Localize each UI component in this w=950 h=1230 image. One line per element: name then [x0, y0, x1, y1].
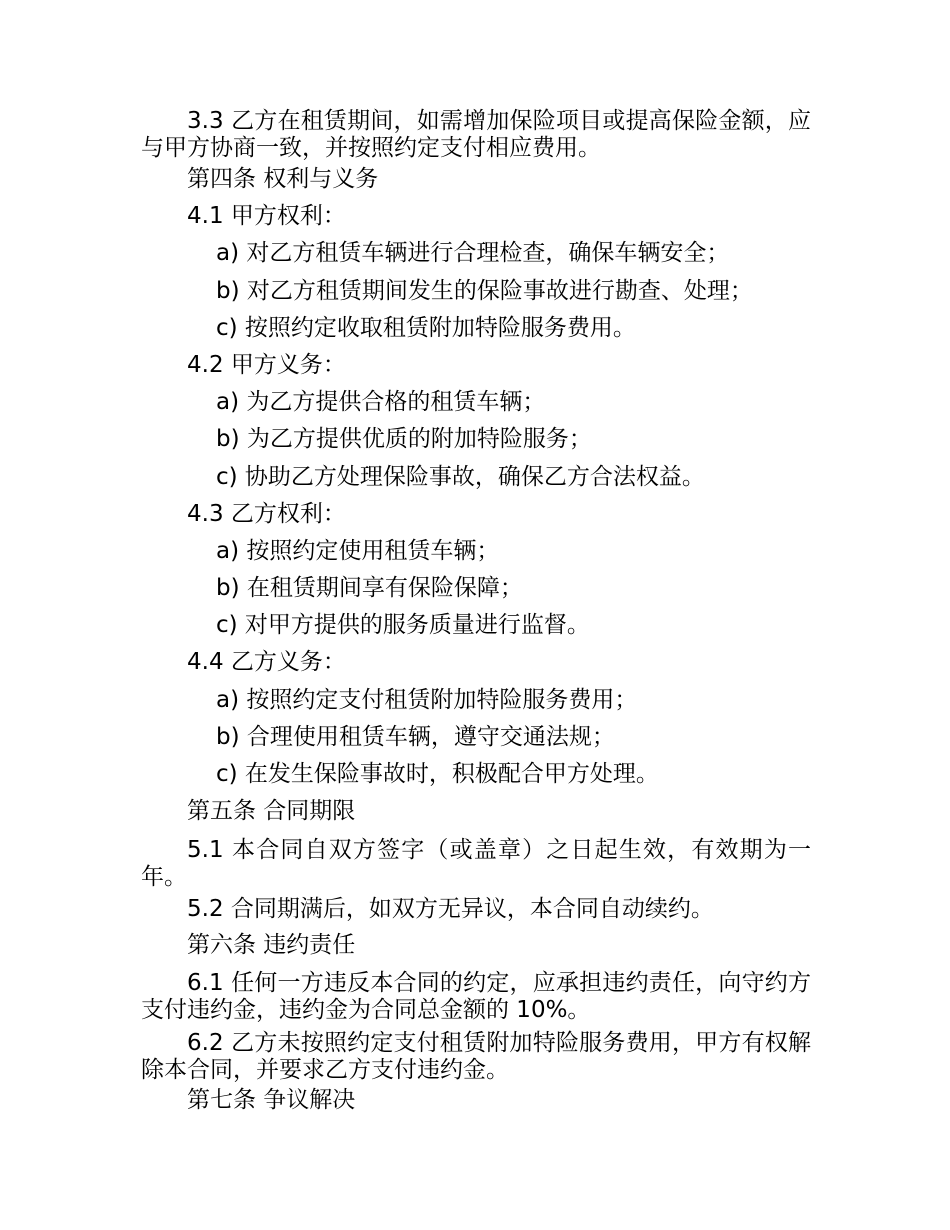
clause-4-1-heading: 4.1 甲方权利：: [187, 203, 346, 229]
list-item: b) 在租赁期间享有保险保障；: [216, 575, 523, 601]
list-item: b) 合理使用租赁车辆，遵守交通法规；: [216, 724, 615, 750]
list-item: c) 在发生保险事故时，积极配合甲方处理。: [216, 761, 659, 787]
clause-4-4-heading: 4.4 乙方义务：: [187, 649, 346, 675]
article-4-heading: 第四条 权利与义务: [187, 166, 379, 192]
paragraph-3-3: 3.3 乙方在租赁期间，如需增加保险项目或提高保险金额，应与甲方协商一致，并按照约定支付相应费用。: [141, 108, 811, 161]
article-5-heading: 第五条 合同期限: [187, 798, 356, 824]
list-item: a) 按照约定支付租赁附加特险服务费用；: [216, 687, 638, 713]
paragraph-6-2: 6.2 乙方未按照约定支付租赁附加特险服务费用，甲方有权解除本合同，并要求乙方支付违约金。: [141, 1030, 811, 1083]
paragraph-5-2: 5.2 合同期满后，如双方无异议，本合同自动续约。: [187, 896, 714, 922]
clause-4-3-heading: 4.3 乙方权利：: [187, 501, 346, 527]
list-item: a) 为乙方提供合格的租赁车辆；: [216, 389, 546, 415]
list-item: c) 对甲方提供的服务质量进行监督。: [216, 612, 590, 638]
paragraph-6-1: 6.1 任何一方违反本合同的约定，应承担违约责任，向守约方支付违约金，违约金为合同总金额的 10%。: [141, 970, 811, 1023]
list-item: c) 按照约定收取租赁附加特险服务费用。: [216, 315, 636, 341]
paragraph-5-1: 5.1 本合同自双方签字（或盖章）之日起生效，有效期为一年。: [141, 837, 811, 890]
list-item: a) 按照约定使用租赁车辆；: [216, 538, 500, 564]
list-item: c) 协助乙方处理保险事故，确保乙方合法权益。: [216, 464, 705, 490]
article-6-heading: 第六条 违约责任: [187, 932, 356, 958]
list-item: b) 为乙方提供优质的附加特险服务；: [216, 426, 592, 452]
clause-4-2-heading: 4.2 甲方义务：: [187, 352, 346, 378]
list-item: a) 对乙方租赁车辆进行合理检查，确保车辆安全；: [216, 240, 730, 266]
article-7-heading: 第七条 争议解决: [187, 1087, 356, 1113]
list-item: b) 对乙方租赁期间发生的保险事故进行勘查、处理；: [216, 278, 753, 304]
